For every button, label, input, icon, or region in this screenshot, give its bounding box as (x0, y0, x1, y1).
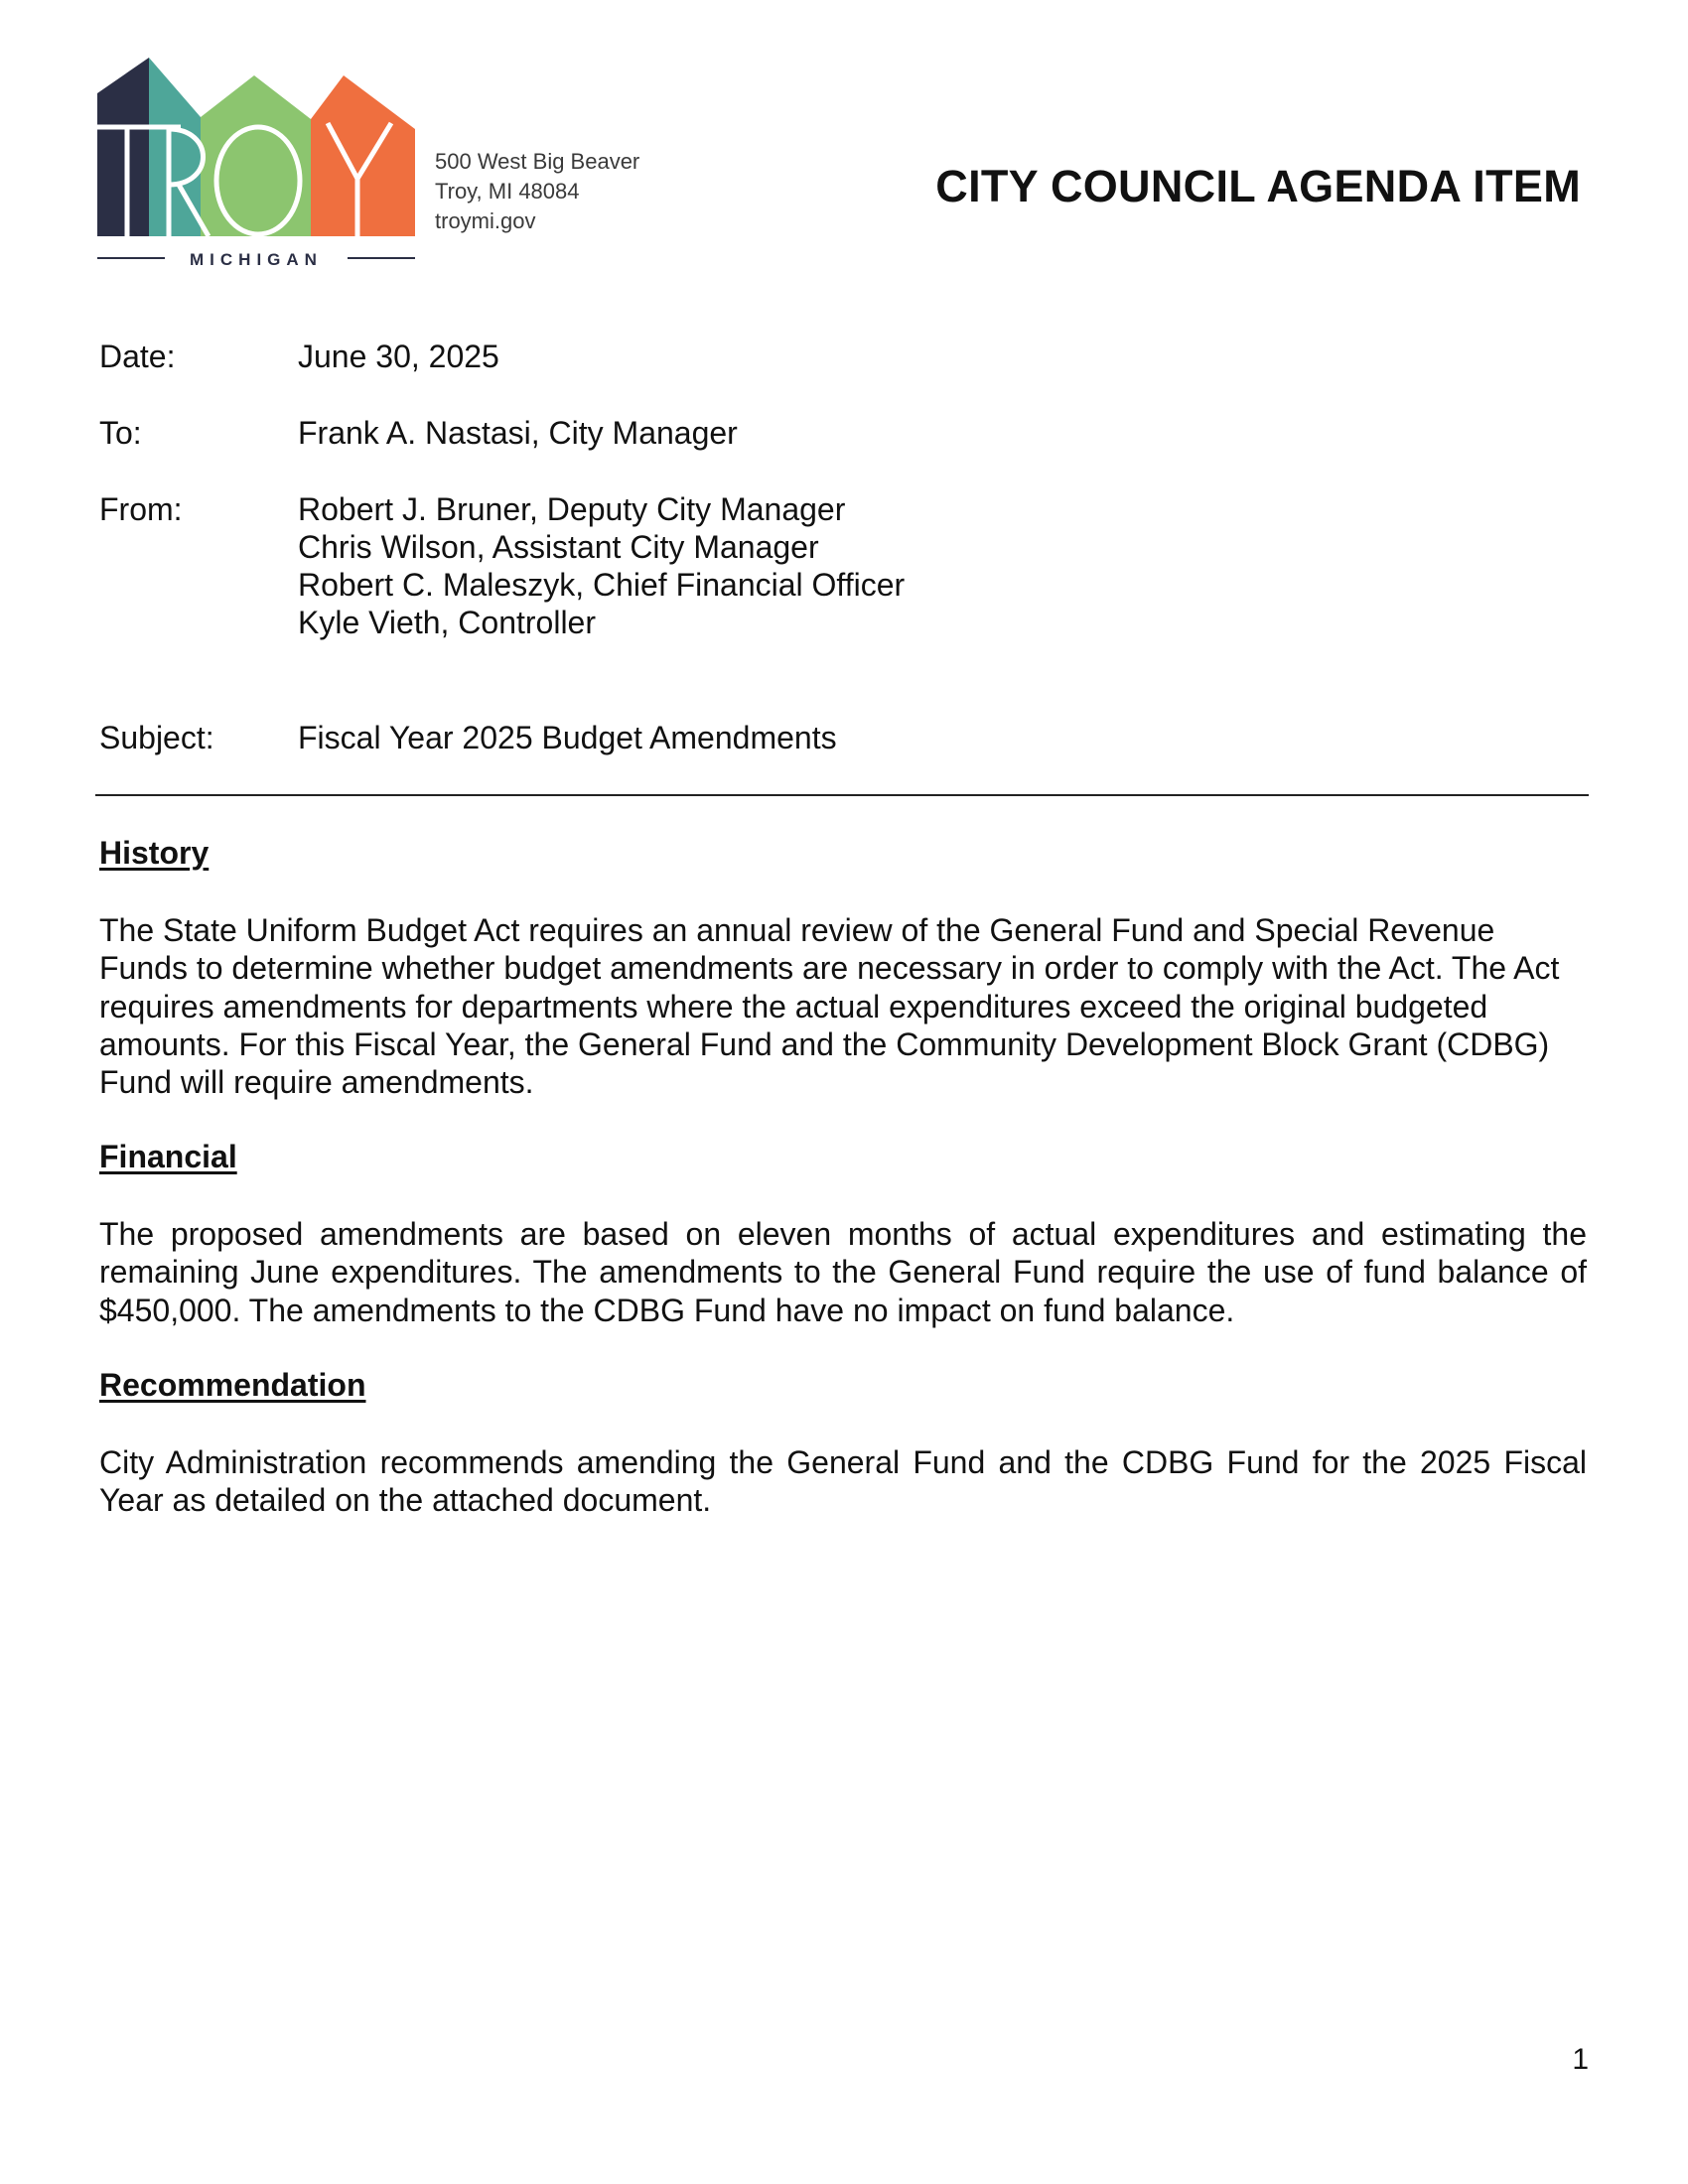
from-line: Robert C. Maleszyk, Chief Financial Officer (298, 567, 906, 603)
address-website[interactable]: troymi.gov (435, 208, 536, 233)
subject-value: Fiscal Year 2025 Budget Amendments (298, 720, 837, 755)
from-label: From: (99, 491, 183, 527)
date-label: Date: (99, 339, 176, 374)
recommendation-paragraph: City Administration recommends amending the General Fund and the CDBG Fund for the 2025 Fiscal Year as detailed on the attached document. (99, 1444, 1587, 1519)
recommendation-heading: Recommendation (99, 1367, 366, 1403)
address-block (435, 147, 639, 236)
from-line: Chris Wilson, Assistant City Manager (298, 529, 819, 565)
from-list (298, 490, 905, 641)
page-number: 1 (1572, 2043, 1589, 2076)
financial-paragraph: The proposed amendments are based on eleven months of actual expenditures and estimating the remaining June expenditures. The amendments to the General Fund require the use of fund balance of $450,000. The amendments to the CDBG Fund have no impact on fund balance. (99, 1216, 1587, 1328)
address-street: 500 West Big Beaver (435, 149, 640, 174)
svg-text:MICHIGAN: MICHIGAN (190, 250, 323, 269)
date-value: June 30, 2025 (298, 339, 499, 374)
from-line: Robert J. Bruner, Deputy City Manager (298, 491, 846, 527)
troy-michigan-logo (97, 58, 415, 270)
page-title: CITY COUNCIL AGENDA ITEM (935, 161, 1581, 211)
troy-logo-icon (97, 58, 415, 270)
to-value: Frank A. Nastasi, City Manager (298, 415, 738, 451)
subject-label: Subject: (99, 720, 214, 755)
address-city: Troy, MI 48084 (435, 179, 580, 204)
from-line: Kyle Vieth, Controller (298, 605, 596, 640)
header-divider (95, 794, 1589, 796)
history-paragraph: The State Uniform Budget Act requires an annual review of the General Fund and Special Revenue Funds to determine whether budget amendments are necessary in order to comply with the Act. The Act requires amendments for departments where the actual expenditures exceed the original budgeted amounts. For this Fiscal Year, the General Fund and the Community Development Block Grant (CDBG) Fund will require amendments. (99, 912, 1560, 1101)
to-label: To: (99, 415, 142, 451)
history-heading: History (99, 835, 210, 871)
financial-heading: Financial (99, 1139, 237, 1174)
